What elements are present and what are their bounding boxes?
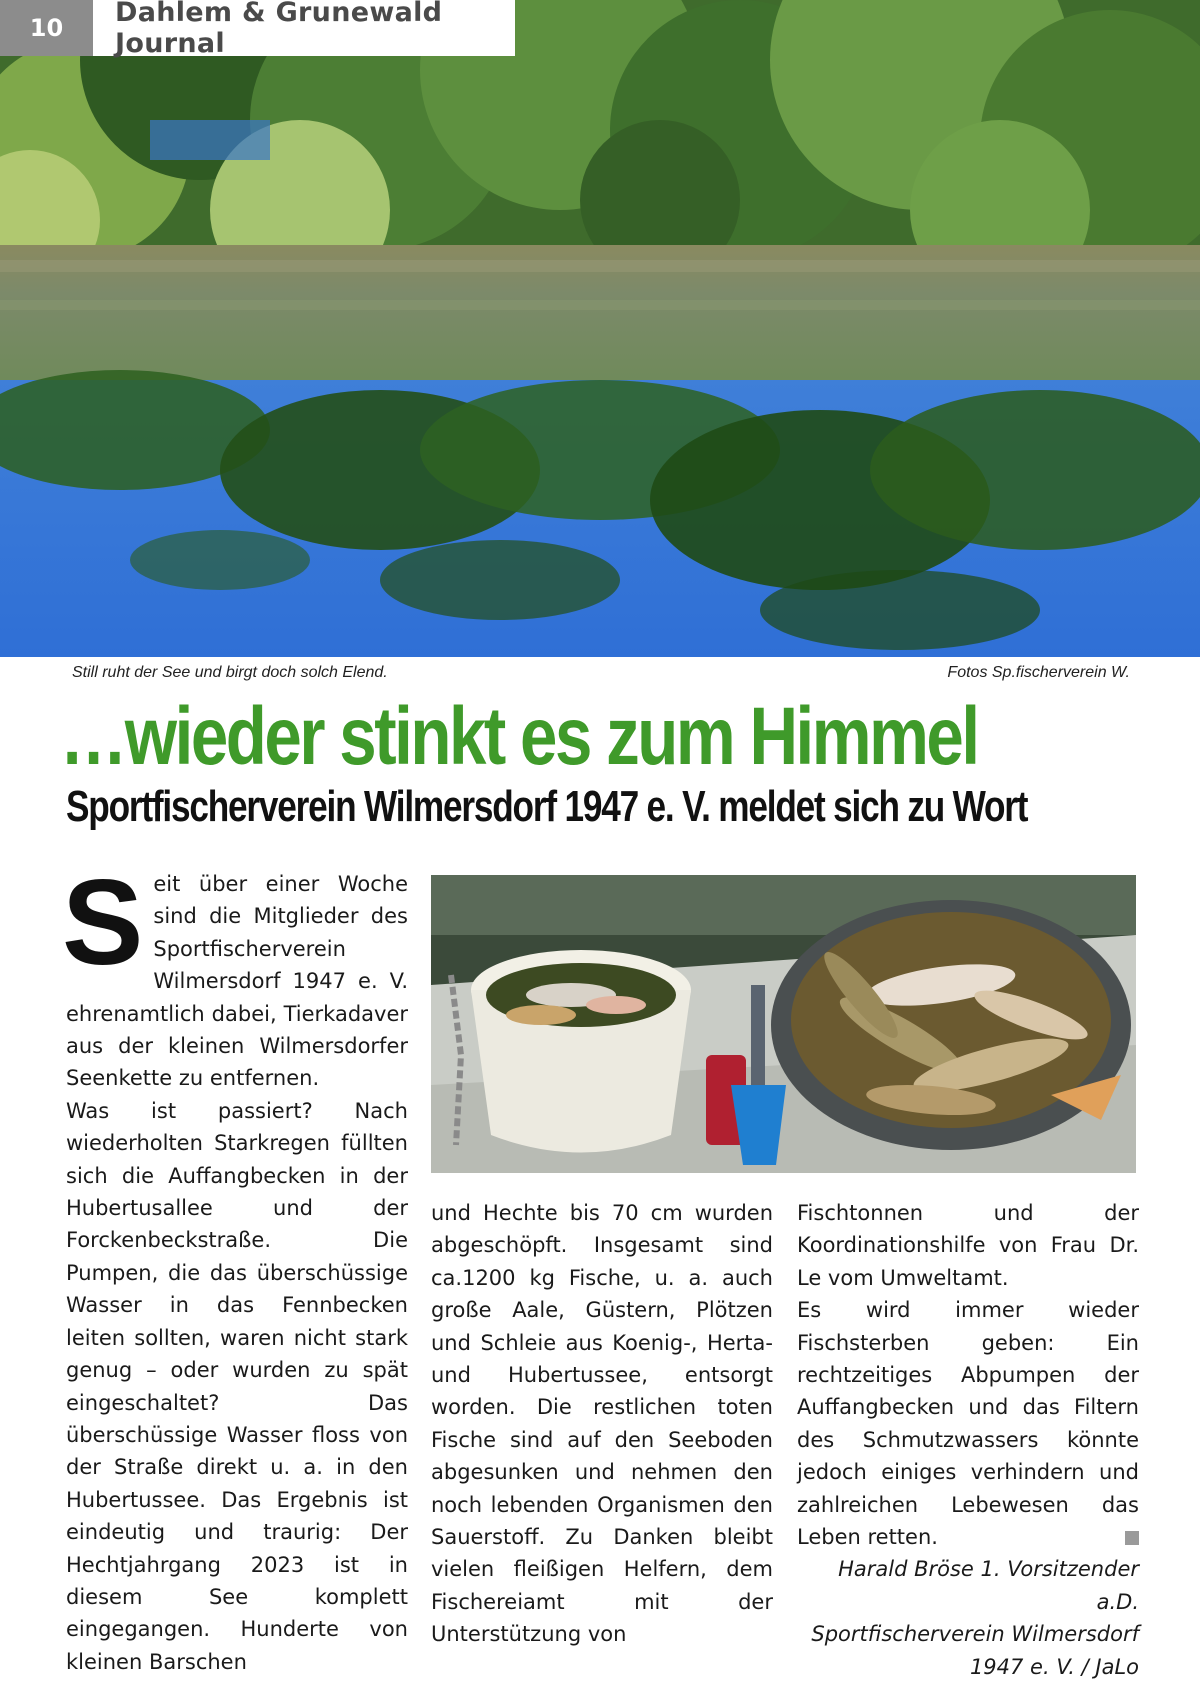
photo-caption-row [72,664,1130,682]
paragraph-outlook-text: Es wird immer wieder Fischsterben geben: Ein rechtzeitiges Abpumpen der Auffangbecken und das Filtern des Schmutzwassers könnte jedoch einiges verhindern und zahlreichen Lebewesen das Leben retten. [797,1298,1139,1550]
hero-lake-photo [0,0,1200,657]
dead-fish-photo [431,875,1136,1173]
fish-buckets-illustration [431,875,1136,1173]
author-signature [797,1553,1139,1683]
signature-line-2: Sportfischerverein Wilmersdorf [811,1622,1139,1647]
signature-line-1: Harald Bröse 1. Vorsitzender a.D. [838,1557,1139,1614]
paragraph-intro-text: eit über einer Woche sind die Mitglieder des Sportfischerverein Wilmersdorf 1947 e. V. ehrenamtlich dabei, Tierkadaver aus der kleinen Wilmersdorfer Seenkette zu entfernen. [66,872,408,1091]
article-title: …wieder stinkt es zum Himmel [60,691,978,782]
article-column-3 [797,1197,1139,1683]
paragraph-outlook [797,1294,1139,1553]
article-column-2 [431,1197,773,1651]
signature-line-3: 1947 e. V. / JaLo [969,1654,1139,1679]
paragraph-what-happened: Was ist passiert? Nach wiederholten Starkregen füllten sich die Auffangbecken in der Hubertusallee und der Forckenbeckstraße. Die Pumpen, die das überschüssige Wasser in das Fennbecken leiten sollten, waren nicht stark genug – oder wurden zu spät eingeschaltet? Das überschüssige Wasser floss von der Straße direkt u. a. in den Hubertussee. Das Ergebnis ist eindeutig und traurig: Der Hechtjahrgang 2023 ist in diesem See komplett eingegangen. Hunderte von kleinen Barschen [66,1098,408,1674]
article-column-1 [62,854,408,1678]
article-subtitle: Sportfischerverein Wilmersdorf 1947 e. V. meldet sich zu Wort [66,782,1028,831]
lake-illustration [0,0,1200,657]
page-header [0,0,515,59]
paragraph-intro [62,854,408,1095]
page-number: 10 [0,0,93,56]
paragraph-thanks: Fischtonnen und der Koordinationshilfe von Frau Dr. Le vom Umweltamt. [797,1201,1139,1290]
photo-caption: Still ruht der See und birgt doch solch Elend. [72,664,388,681]
photo-credit: Fotos Sp.fischerverein W. [947,664,1130,681]
end-of-article-mark [1125,1531,1139,1545]
drop-cap: S [62,854,144,990]
paragraph-cleanup: und Hechte bis 70 cm wurden abgeschöpft. Insgesamt sind ca.1200 kg Fische, u. a. auch große Aale, Güstern, Plötzen und Schleie aus Koenig-, Herta- und Hubertussee, entsorgt worden. Die restlichen toten Fische sind auf den Seeboden abgesunken und nehmen den noch lebenden Organismen den Sauerstoff. Zu Danken bleibt vielen fleißigen Helfern, dem Fischereiamt mit der Unterstützung von [431,1201,773,1647]
journal-name: Dahlem & Grunewald Journal [93,0,515,56]
